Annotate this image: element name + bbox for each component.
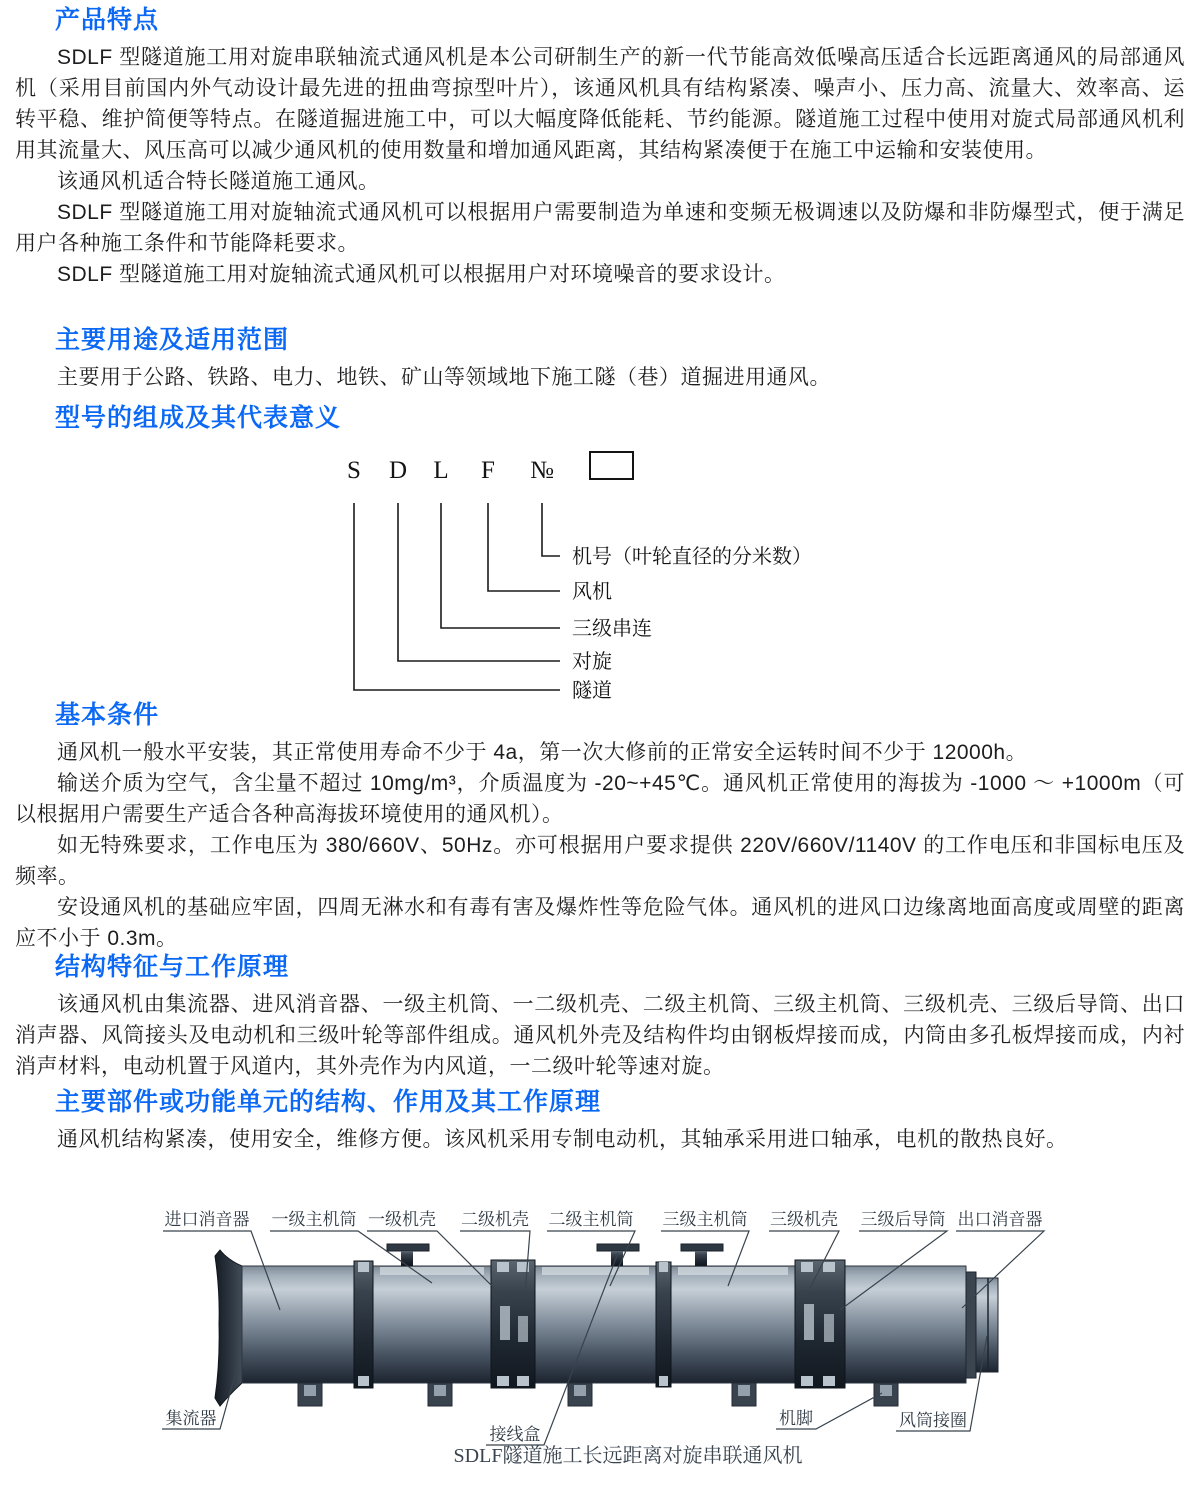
section-heading: 型号的组成及其代表意义 xyxy=(55,404,342,432)
foot xyxy=(732,1383,756,1406)
body-paragraph: 通风机一般水平安装，其正常使用寿命不少于 4a，第一次大修前的正常安全运转时间不少于 12000h。 xyxy=(57,741,1028,764)
model-code-letter: D xyxy=(388,457,408,484)
foot xyxy=(298,1383,322,1406)
section-main-components xyxy=(0,1088,1200,1155)
body-paragraph: 通风机结构紧凑，使用安全，维修方便。该风机采用专制电动机，其轴承采用进口轴承，电机的散热良好。 xyxy=(57,1128,1068,1151)
model-code-letter: L xyxy=(433,457,449,484)
label-machine-foot: 机脚 xyxy=(779,1409,813,1428)
section-main-uses xyxy=(0,326,1200,393)
model-code-letter: S xyxy=(347,457,361,484)
section-structure-principle xyxy=(0,953,1200,1082)
label-inlet-silencer: 进口消音器 xyxy=(164,1210,250,1229)
fan-assembly-diagram xyxy=(140,1198,1100,1478)
terminal-port xyxy=(681,1244,723,1266)
label-stage3-main-barrel: 三级主机筒 xyxy=(662,1210,748,1229)
body-paragraph: 安设通风机的基础应牢固，四周无淋水和有毒有害及爆炸性等危险气体。通风机的进风口边缘离地面高度或周壁的距离应不小于 0.3m。 xyxy=(15,896,1185,950)
label-stage3-rear-guide: 三级后导筒 xyxy=(860,1210,946,1229)
model-code-letter: F xyxy=(481,457,495,484)
body-paragraph: 该通风机适合特长隧道施工通风。 xyxy=(57,170,380,193)
body-paragraph: 主要用于公路、铁路、电力、地铁、矿山等领域地下施工隧（巷）道掘进用通风。 xyxy=(57,366,831,389)
model-label-three-stage-series: 三级串连 xyxy=(572,618,652,640)
body-paragraph: 如无特殊要求，工作电压为 380/660V、50Hz。亦可根据用户要求提供 220V/660V/1140V 的工作电压和非国标电压及频率。 xyxy=(15,834,1185,888)
section-basic-conditions xyxy=(0,701,1200,954)
body-paragraph: 该通风机由集流器、进风消音器、一级主机筒、一二级机壳、二级主机筒、三级主机筒、三级机壳、三级后导筒、出口消声器、风筒接头及电动机和三级叶轮等部件组成。通风机外壳及结构件均由钢板焊接而成，内筒由多孔板焊接而成，内衬消声材料，电动机置于风道内，其外壳作为内风道，一二级叶轮等速对旋。 xyxy=(15,993,1185,1078)
section-heading: 基本条件 xyxy=(55,701,160,729)
section-heading: 主要用途及适用范围 xyxy=(55,326,290,354)
section-heading: 产品特点 xyxy=(55,6,160,34)
label-stage2-main-barrel: 二级主机筒 xyxy=(548,1210,634,1229)
segment-stage3-casing xyxy=(671,1266,795,1383)
label-duct-joint-ring: 风筒接圈 xyxy=(899,1411,967,1430)
segment-stage2-casing xyxy=(535,1266,656,1383)
model-connector-lines xyxy=(354,503,560,690)
model-label-fan: 风机 xyxy=(572,581,612,603)
model-meaning-labels xyxy=(572,545,812,701)
label-stage2-casing: 二级机壳 xyxy=(461,1210,529,1229)
label-junction-box: 接线盒 xyxy=(489,1425,541,1444)
terminal-port xyxy=(597,1244,639,1266)
model-label-contra-rotating: 对旋 xyxy=(572,651,612,673)
label-stage3-casing: 三级机壳 xyxy=(770,1210,838,1229)
foot xyxy=(874,1383,898,1406)
segment-outlet-silencer xyxy=(845,1266,966,1383)
body-paragraph: SDLF 型隧道施工用对旋轴流式通风机可以根据用户对环境噪音的要求设计。 xyxy=(57,263,786,286)
model-code-letters xyxy=(347,452,633,484)
inlet-bell-shape xyxy=(215,1250,242,1406)
model-label-tunnel: 隧道 xyxy=(572,680,612,701)
section-product-features xyxy=(0,6,1200,290)
foot xyxy=(428,1383,452,1406)
fan-diagram-caption: SDLF隧道施工长远距离对旋串联通风机 xyxy=(453,1445,803,1467)
segment-inlet-silencer xyxy=(242,1266,354,1383)
section-model-meaning xyxy=(0,404,1200,440)
label-outlet-silencer: 出口消音器 xyxy=(957,1210,1043,1229)
model-label-fan-number: 机号（叶轮直径的分米数） xyxy=(572,546,812,568)
section-heading: 主要部件或功能单元的结构、作用及其工作原理 xyxy=(55,1088,602,1116)
model-code-letter: № xyxy=(530,457,554,484)
segment-stage1-casing xyxy=(373,1266,491,1383)
body-paragraph: SDLF 型隧道施工用对旋轴流式通风机可以根据用户需要制造为单速和变频无极调速以及防爆和非防爆型式，便于满足用户各种施工条件和节能降耗要求。 xyxy=(15,201,1185,255)
terminal-port xyxy=(387,1244,429,1266)
section-heading: 结构特征与工作原理 xyxy=(55,953,290,981)
body-paragraph: SDLF 型隧道施工用对旋串联轴流式通风机是本公司研制生产的新一代节能高效低噪高压适合长远距离通风的局部通风机（采用目前国内外气动设计最先进的扭曲弯掠型叶片），该通风机具有结构紧凑、噪声小、压力高、流量大、效率高、运转平稳、维护简便等特点。在隧道掘进施工中，可以大幅度降低能耗、节约能源。隧道施工过程中使用对旋式局部通风机利用其流量大、风压高可以减少通风机的使用数量和增加通风距离，其结构紧凑便于在施工中运输和安装使用。 xyxy=(15,46,1185,162)
fan-machine-drawing xyxy=(215,1244,998,1406)
foot xyxy=(568,1383,592,1406)
body-paragraph: 输送介质为空气，含尘量不超过 10mg/m³，介质温度为 -20~+45℃。通风机正常使用的海拔为 -1000 ～ +1000m（可以根据用户需要生产适合各种高海拔环境使用的通风机）。 xyxy=(15,772,1185,826)
label-stage1-main-barrel: 一级主机筒 xyxy=(271,1210,357,1229)
label-collector: 集流器 xyxy=(165,1409,217,1428)
model-code-box xyxy=(590,452,633,479)
top-terminal-ports xyxy=(387,1244,723,1266)
label-stage1-casing: 一级机壳 xyxy=(368,1210,436,1229)
model-designation-diagram xyxy=(0,438,1200,701)
